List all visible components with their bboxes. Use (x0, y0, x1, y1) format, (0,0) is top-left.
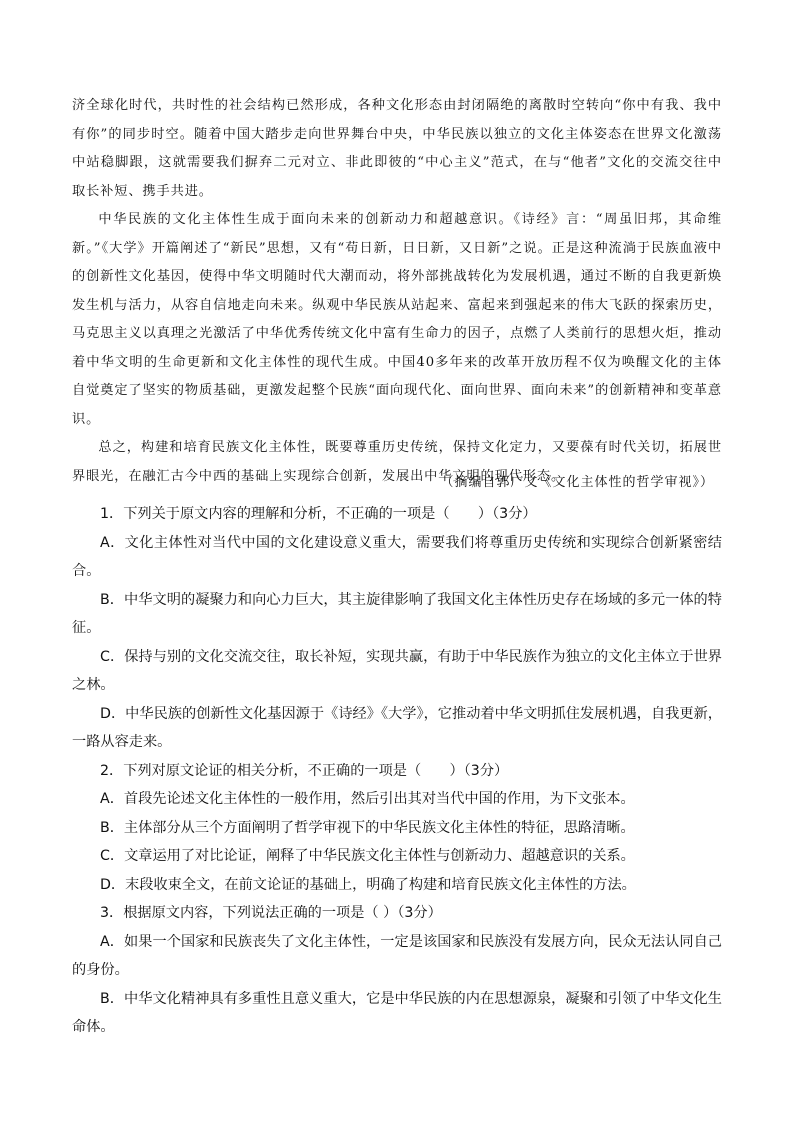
passage-paragraph: 济全球化时代，共时性的社会结构已然形成，各种文化形态由封闭隔绝的离散时空转向“你中有我、我中有你”的同步时空。随着中国大踏步走向世界舞台中央，中华民族以独立的文化主体姿态在世界文化激荡中站稳脚跟，这就需要我们摒弃二元对立、非此即彼的“中心主义”范式，在与“他者”文化的交流交往中取长补短、携手共进。 (72, 98, 722, 199)
question-stem: 2．下列对原文论证的相关分析，不正确的一项是（ ）（3分） (100, 762, 509, 779)
reading-passage (72, 92, 722, 491)
passage-source: （摘编自郭广文《文化主体性的哲学审视》） (440, 475, 714, 490)
passage-paragraph: 总之，构建和培育民族文化主体性，既要尊重历史传统，保持文化定力，又要葆有时代关切，拓展世界眼光，在融汇古今中西的基础上实现综合创新，发展出中华文明的现代形态。 (72, 440, 722, 484)
question-3 (72, 899, 722, 1042)
option-b: B．中华文化精神具有多重性且意义重大，它是中华民族的内在思想源泉，凝聚和引领了中华文化生命体。 (72, 990, 722, 1035)
option-c: C．文章运用了对比论证，阐释了中华民族文化主体性与创新动力、超越意识的关系。 (100, 848, 635, 864)
option-b: B．中华文明的凝聚力和向心力巨大，其主旋律影响了我国文化主体性历史存在场域的多元一体的特征。 (72, 591, 722, 636)
option-d: D．中华民族的创新性文化基因源于《诗经》《大学》，它推动着中华文明抓住发展机遇，自我更新，一路从容走来。 (72, 705, 722, 750)
question-stem: 3．根据原文内容，下列说法正确的一项是（ ）（3分） (100, 905, 442, 921)
option-a: A．如果一个国家和民族丧失了文化主体性，一定是该国家和民族没有发展方向，民众无法认同自己的身份。 (72, 933, 722, 978)
option-a: A．文化主体性对当代中国的文化建设意义重大，需要我们将尊重历史传统和实现综合创新紧密结合。 (72, 534, 722, 579)
question-stem: 1．下列关于原文内容的理解和分析，不正确的一项是（ ）（3分） (100, 506, 537, 522)
question-1 (72, 500, 722, 757)
option-b: B．主体部分从三个方面阐明了哲学审视下的中华民族文化主体性的特征，思路清晰。 (100, 819, 635, 836)
option-d: D．末段收束全文，在前文论证的基础上，明确了构建和培育民族文化主体性的方法。 (100, 876, 636, 893)
question-2 (72, 757, 722, 900)
option-c: C．保持与别的文化交流交往，取长补短，实现共赢，有助于中华民族作为独立的文化主体立于世界之林。 (72, 648, 722, 693)
question-list (72, 500, 722, 1042)
passage-paragraph: 中华民族的文化主体性生成于面向未来的创新动力和超越意识。《诗经》言：“周虽旧邦，其命维新。”《大学》开篇阐述了“新民”思想，又有“苟日新，日日新，又日新”之说。正是这种流淌于民族血液中的创新性文化基因，使得中华文明随时代大潮而动，将外部挑战转化为发展机遇，通过不断的自我更新焕发生机与活力，从容自信地走向未来。纵观中华民族从站起来、富起来到强起来的伟大飞跃的探索历史，马克思主义以真理之光激活了中华优秀传统文化中富有生命力的因子，点燃了人类前行的思想火炬，推动着中华文明的生命更新和文化主体性的现代生成。中国40多年来的改革开放历程不仅为唤醒文化的主体自觉奠定了坚实的物质基础，更激发起整个民族“面向现代化、面向世界、面向未来”的创新精神和变革意识。 (72, 212, 722, 427)
option-a: A．首段先论述文化主体性的一般作用，然后引出其对当代中国的作用，为下文张本。 (100, 791, 635, 807)
